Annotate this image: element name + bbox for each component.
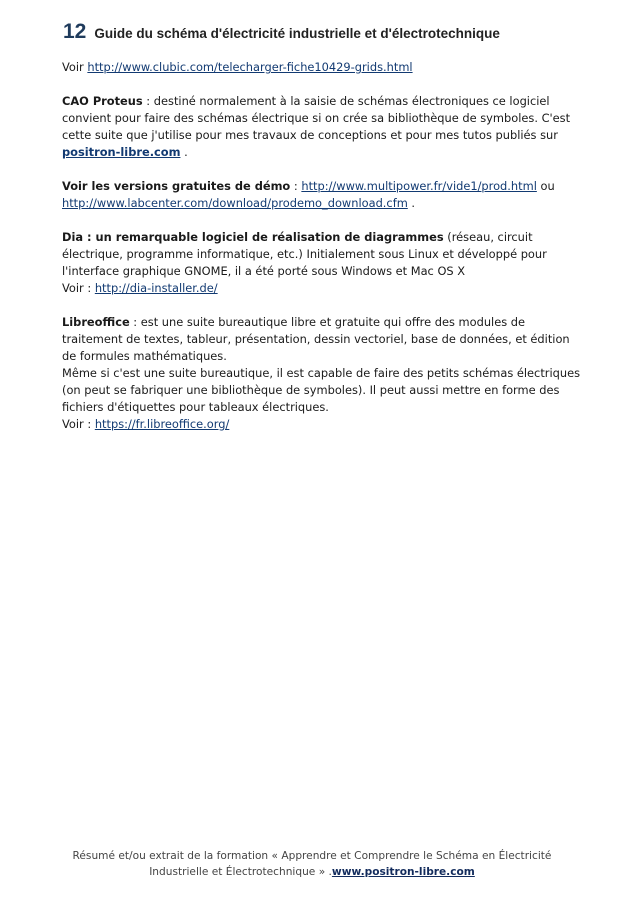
dia-text: (réseau, circuit électrique, programme informatique, etc.) Initialement sous Linux et développé pour l'interface graphique GNOME, il a été porté sous Windows et Mac OS X (62, 230, 547, 278)
proteus-suffix: . (180, 145, 188, 159)
page-title: Guide du schéma d'électricité industrielle et d'électrotechnique (94, 26, 500, 41)
libreoffice-text: : est une suite bureautique libre et gratuite qui offre des modules de traitement de textes, tableur, présentation, dessin vectoriel, base de données, et édition de formules mathématiques. (62, 315, 570, 363)
proteus-text: : destiné normalement à la saisie de schémas électroniques ce logiciel convient pour faire des schémas électrique si on crée sa bibliothèque de symboles. C'est cette suite que j'utilise pour mes travaux de conceptions et pour mes tutos publiés sur (62, 94, 571, 142)
voir-label: Voir (62, 60, 88, 74)
page-footer (62, 848, 562, 880)
paragraph-proteus (62, 93, 582, 161)
dia-voir-label: Voir : (62, 281, 95, 295)
footer-text: Résumé et/ou extrait de la formation « Apprendre et Comprendre le Schéma en Électricité Industrielle et Électrotechnique » . (72, 850, 552, 878)
demo-heading: Voir les versions gratuites de démo (62, 179, 291, 193)
dia-heading: Dia : un remarquable logiciel de réalisation de diagrammes (62, 230, 444, 244)
page-header (63, 20, 500, 44)
dia-link[interactable]: http://dia-installer.de/ (94, 281, 218, 295)
proteus-heading: CAO Proteus (62, 94, 143, 108)
paragraph-dia (62, 229, 582, 297)
clubic-link[interactable]: http://www.clubic.com/telecharger-fiche10429-grids.html (87, 60, 413, 74)
libreoffice-heading: Libreoffice (62, 315, 130, 329)
footer-link[interactable]: www.positron-libre.com (331, 866, 475, 878)
positron-link[interactable]: positron-libre.com (62, 145, 181, 159)
paragraph-demo (62, 178, 582, 212)
page-number: 12 (63, 20, 87, 43)
demo-ou: ou (536, 179, 555, 193)
libreoffice-voir-label: Voir : (62, 417, 95, 431)
document-body (62, 59, 582, 450)
demo-suffix: . (407, 196, 416, 210)
labcenter-link[interactable]: http://www.labcenter.com/download/prodemo_download.cfm (62, 196, 408, 210)
demo-separator: : (290, 179, 302, 193)
libreoffice-text-2: Même si c'est une suite bureautique, il est capable de faire des petits schémas électriques (on peut se fabriquer une bibliothèque de symboles). Il peut aussi mettre en forme des fichiers d'étiquettes pour tableaux électriques. (62, 366, 581, 414)
paragraph-libreoffice (62, 314, 582, 433)
paragraph-grids (62, 59, 582, 76)
multipower-link[interactable]: http://www.multipower.fr/vide1/prod.html (301, 179, 537, 193)
libreoffice-link[interactable]: https://fr.libreoffice.org/ (94, 417, 230, 431)
